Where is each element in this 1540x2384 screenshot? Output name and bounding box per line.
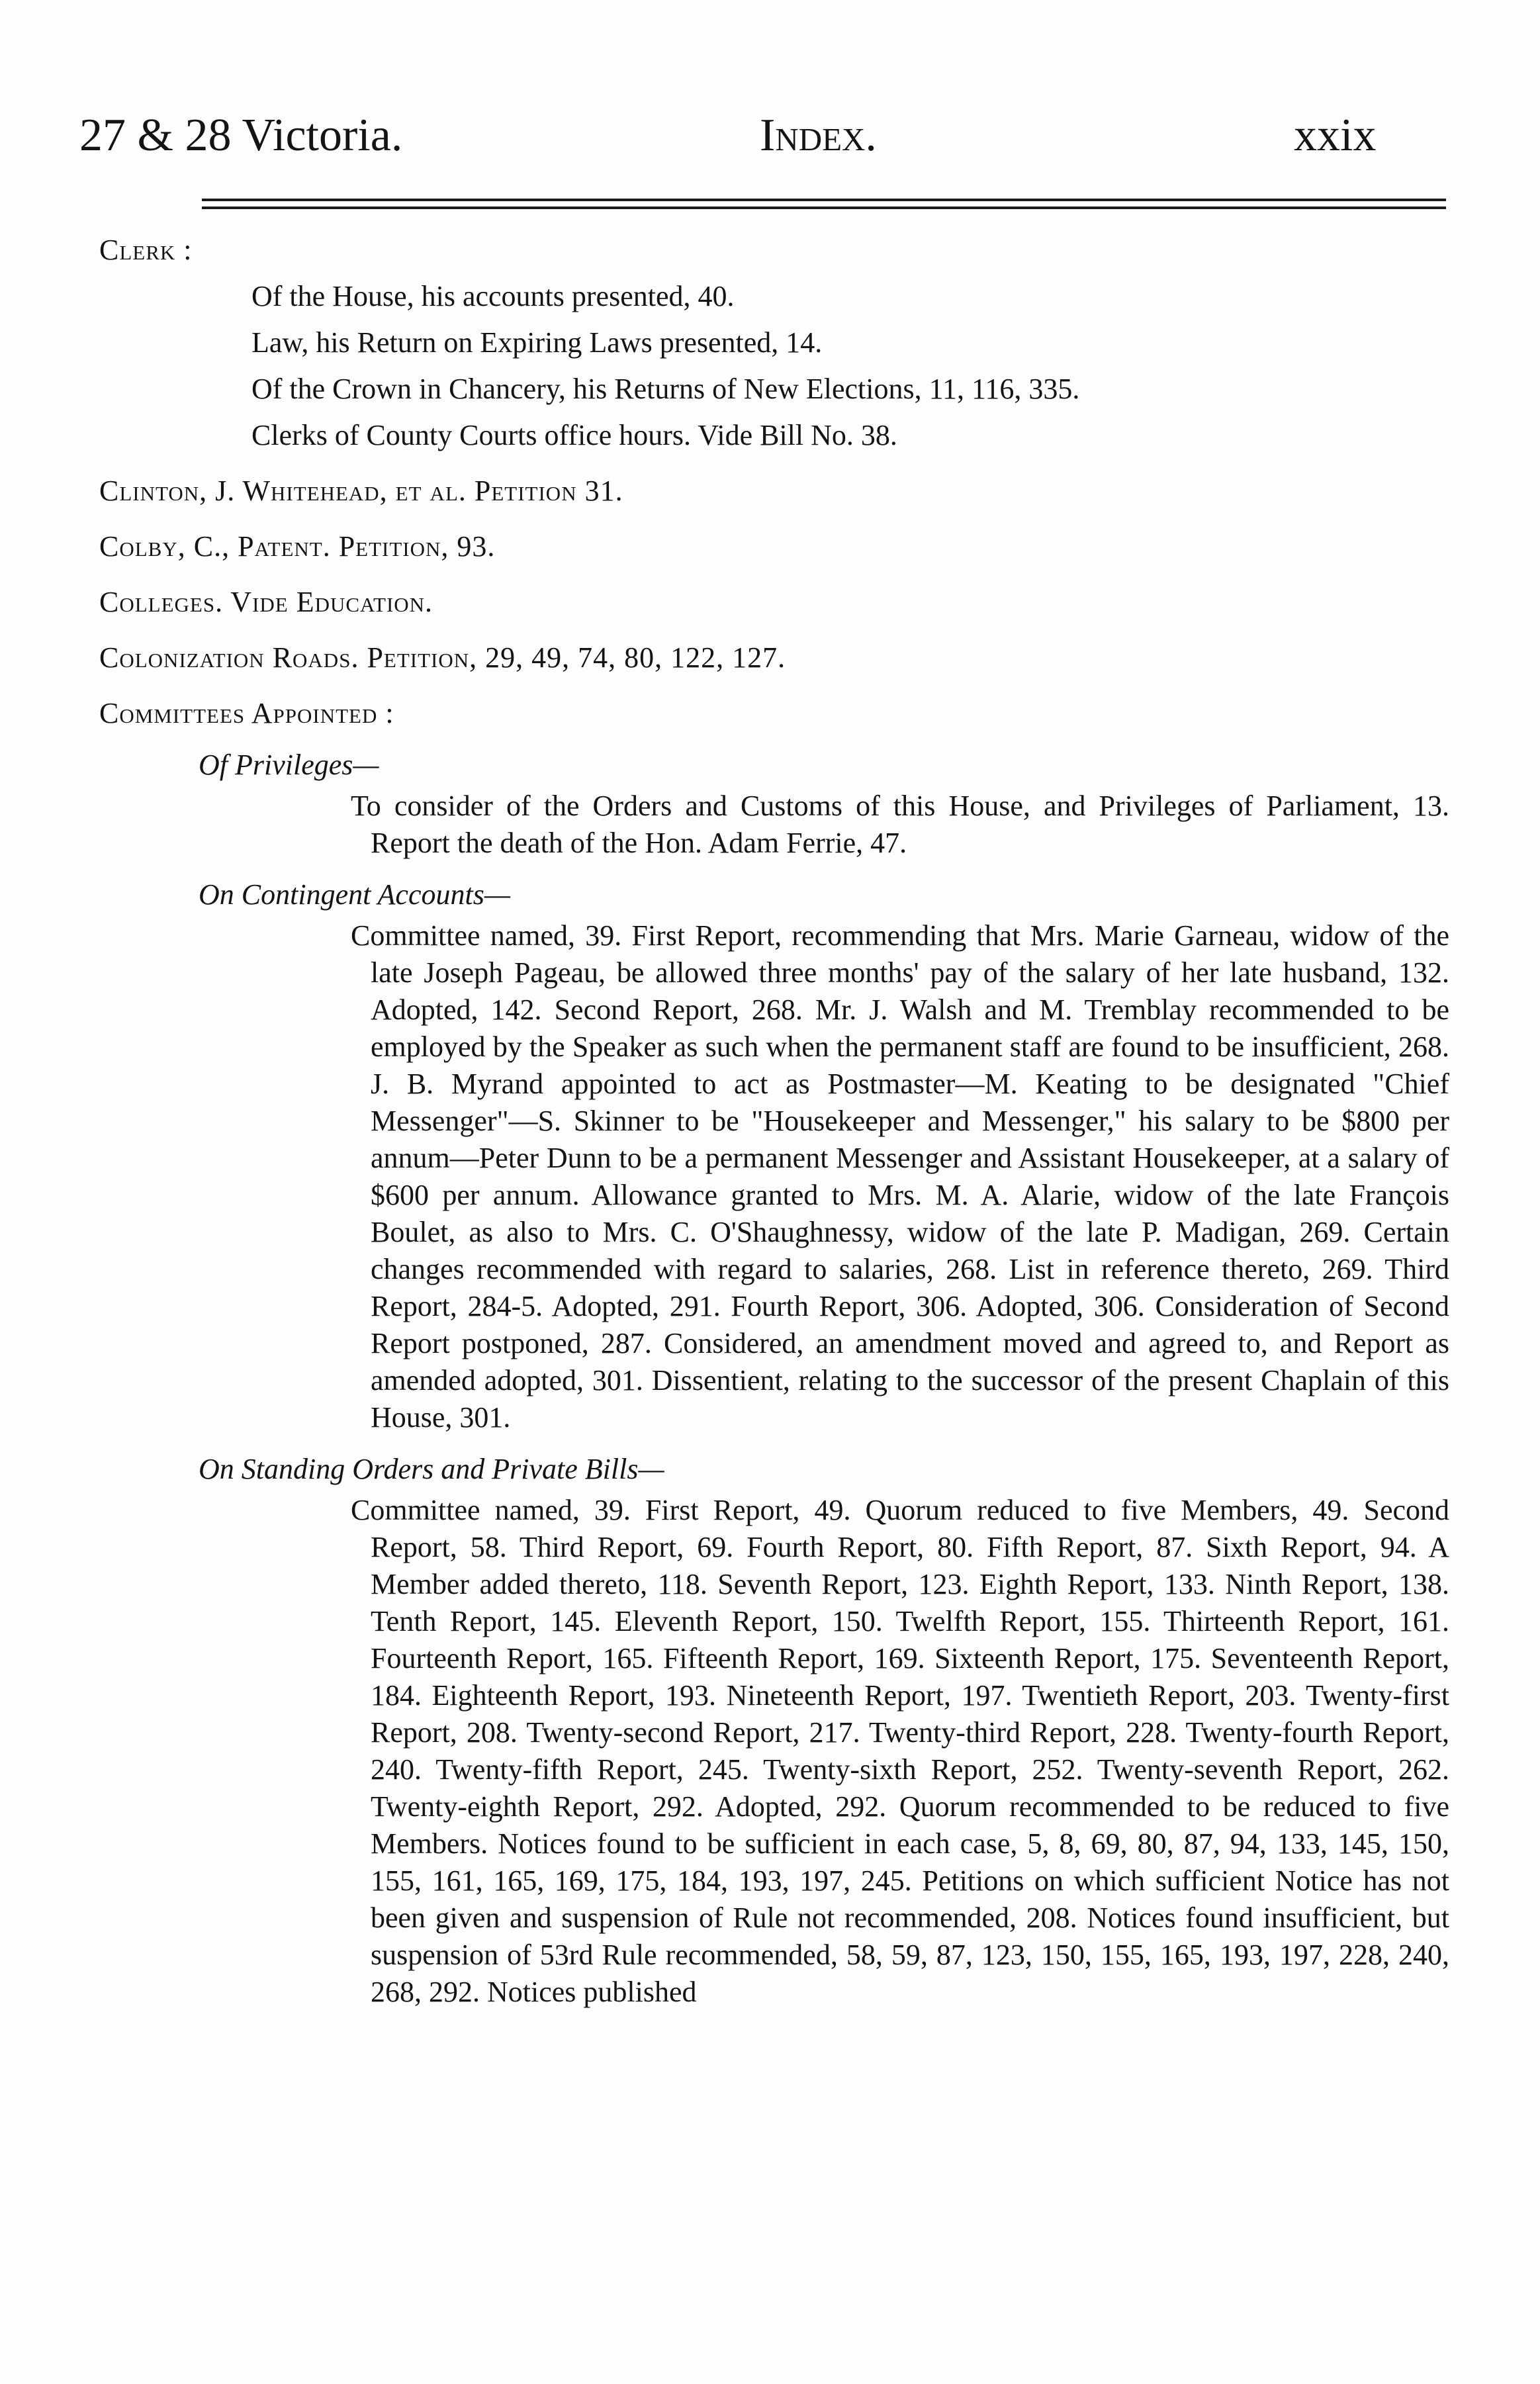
subheading-privileges: Of Privileges— [199, 749, 379, 781]
index-entry-colleges [99, 584, 1449, 621]
header-rule-top [202, 199, 1446, 201]
entry-subitem: Of the House, his accounts presented, 40. [251, 280, 735, 312]
index-entry-colonization-roads [99, 639, 1449, 676]
entry-heading: Clinton, J. Whitehead, et al. Petition 31. [99, 475, 623, 507]
entry-heading: Clerk : [99, 234, 193, 266]
subheading-text: Committee named, 39. First Report, 49. Quorum reduced to five Members, 49. Second Report, 58. Third Report, 69. Fourth Report, 80. Fifth Report, 87. Sixth Report, 94. A Member added thereto, 118. Seventh Report, 123. Eighth Report, 133. Ninth Report, 138. Tenth Report, 145. Eleventh Report, 150. Twelfth Report, 155. Thirteenth Report, 161. Fourteenth Report, 165. Fifteenth Report, 169. Sixteenth Report, 175. Seventeenth Report, 184. Eighteenth Report, 193. Nineteenth Report, 197. Twentieth Report, 203. Twenty-first Report, 208. Twenty-second Report, 217. Twenty-third Report, 228. Twenty-fourth Report, 240. Twenty-fifth Report, 245. Twenty-sixth Report, 252. Twenty-seventh Report, 262. Twenty-eighth Report, 292. Adopted, 292. Quorum recommended to be reduced to five Members. Notices found to be sufficient in each case, 5, 8, 69, 80, 87, 94, 133, 145, 150, 155, 161, 165, 169, 175, 184, 193, 197, 245. Petitions on which sufficient Notice has not been given and suspension of Rule not recommended, 208. Notices found insufficient, but suspension of 53rd Rule recommended, 58, 59, 87, 123, 150, 155, 165, 193, 197, 228, 240, 268, 292. Notices published [351, 1494, 1449, 2008]
index-entry-committees-appointed [99, 695, 1449, 2011]
subheading-standing-orders: On Standing Orders and Private Bills— [199, 1453, 664, 1485]
header-volume: 27 & 28 Victoria. [79, 110, 403, 161]
index-entry-clinton [99, 473, 1449, 510]
entry-subitem: Clerks of County Courts office hours. Vide Bill No. 38. [251, 419, 897, 451]
entry-heading: Committees Appointed : [99, 697, 394, 729]
entry-subitem: Law, his Return on Expiring Laws presented, 14. [251, 326, 823, 359]
subheading-text: Committee named, 39. First Report, recommending that Mrs. Marie Garneau, widow of the late Joseph Pageau, be allowed three months' pay of the salary of her late husband, 132. Adopted, 142. Second Report, 268. Mr. J. Walsh and M. Tremblay recommended to be employed by the Speaker as such when the permanent staff are found to be insufficient, 268. J. B. Myrand appointed to act as Postmaster—M. Keating to be designated "Chief Messenger"—S. Skinner to be "Housekeeper and Messenger," his salary to be $800 per annum—Peter Dunn to be a permanent Messenger and Assistant Housekeeper, at a salary of $600 per annum. Allowance granted to Mrs. M. A. Alarie, widow of the late François Boulet, as also to Mrs. C. O'Shaughnessy, widow of the late P. Madigan, 269. Certain changes recommended with regard to salaries, 268. List in reference thereto, 269. Third Report, 284-5. Adopted, 291. Fourth Report, 306. Adopted, 306. Consideration of Second Report postponed, 287. Considered, an amendment moved and agreed to, and Report as amended adopted, 301. Dissentient, relating to the successor of the present Chaplain of this House, 301. [351, 919, 1449, 1434]
header-rule-bottom [202, 206, 1446, 209]
entry-heading: Colonization Roads. Petition, 29, 49, 74, 80, 122, 127. [99, 641, 786, 674]
entry-heading: Colby, C., Patent. Petition, 93. [99, 530, 496, 563]
entry-subitem: Of the Crown in Chancery, his Returns of New Elections, 11, 116, 335. [251, 373, 1080, 405]
header-section: Index. [760, 110, 877, 161]
index-entry-clerk [99, 232, 1449, 454]
index-content [99, 232, 1449, 2011]
header-page-number: xxix [1294, 110, 1377, 161]
entry-heading: Colleges. Vide Education. [99, 586, 433, 618]
subheading-text: To consider of the Orders and Customs of this House, and Privileges of Parliament, 13. Report the death of the Hon. Adam Ferrie, 47. [351, 790, 1449, 859]
index-entry-colby [99, 528, 1449, 565]
subheading-contingent-accounts: On Contingent Accounts— [199, 878, 510, 911]
